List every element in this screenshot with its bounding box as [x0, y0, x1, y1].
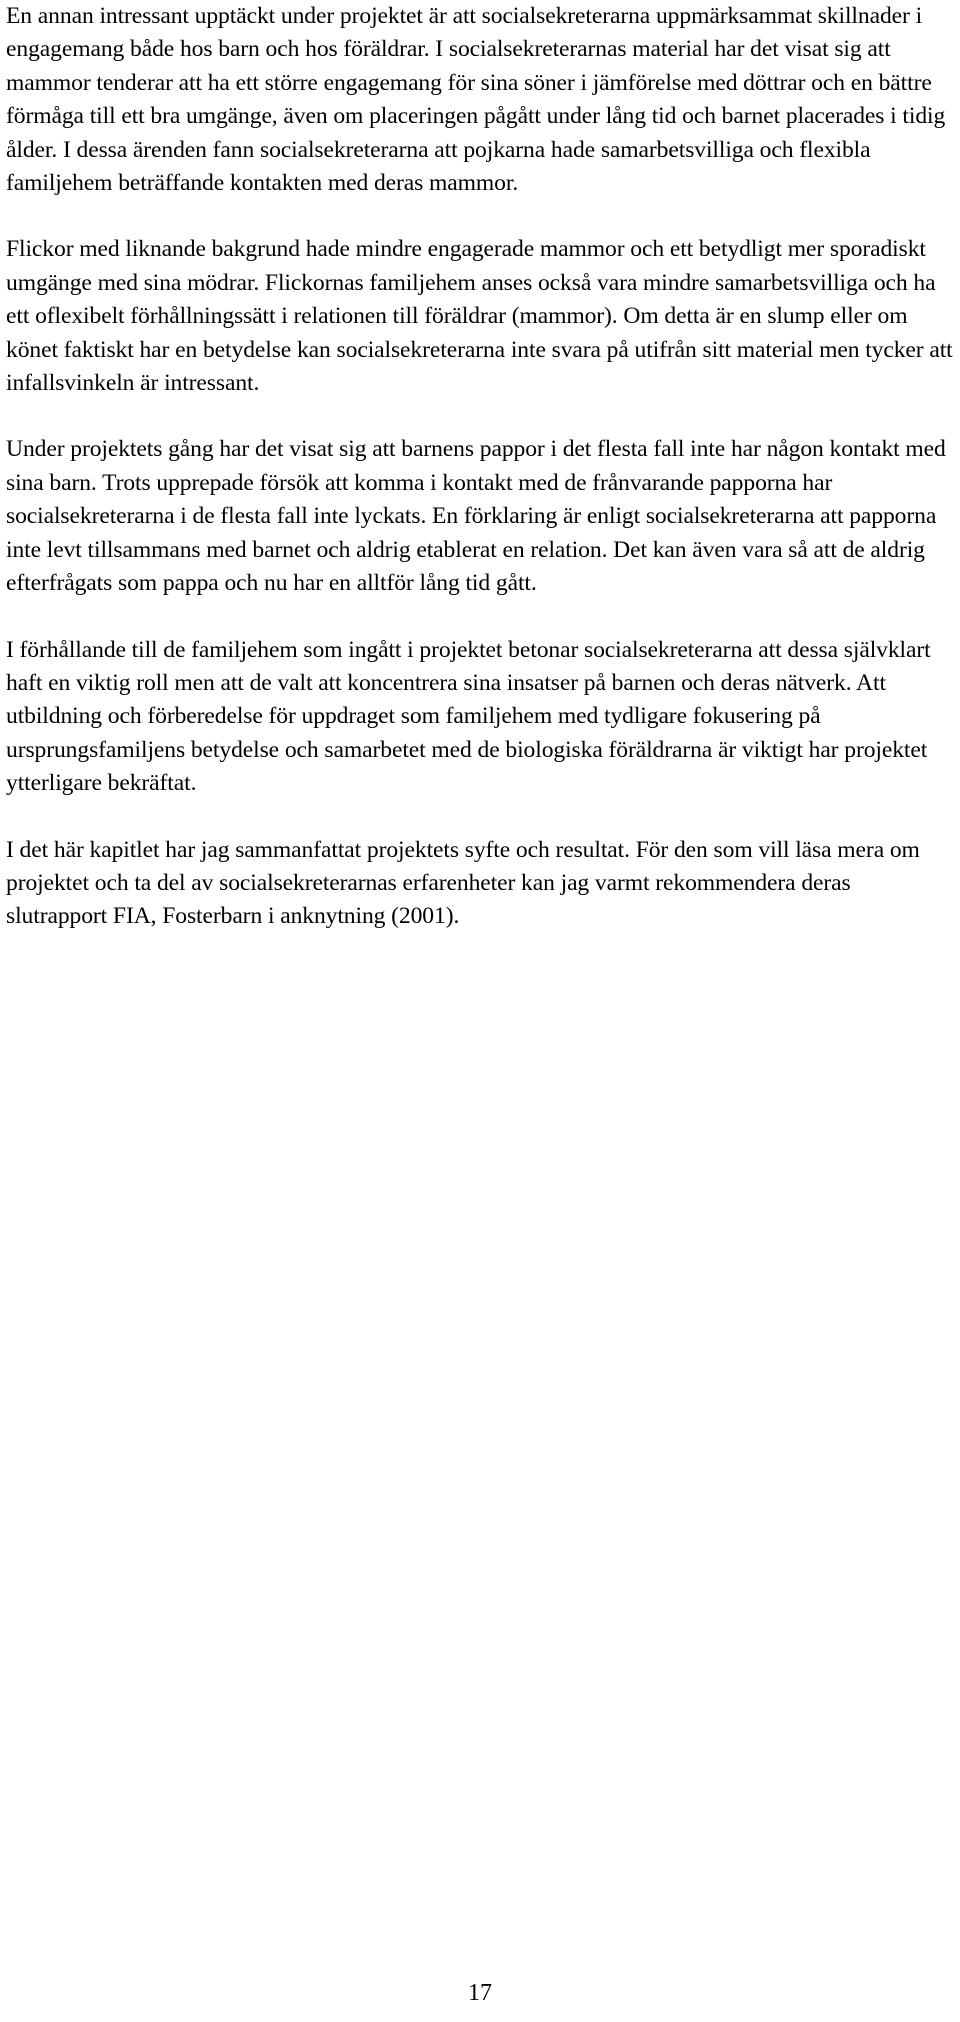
paragraph-2: Flickor med liknande bakgrund hade mindre engagerade mammor och ett betydligt mer sporadiskt umgänge med sina mödrar. Flickornas familjehem anses också vara mindre samarbetsvilliga och ha ett oflexibelt förhållningssätt i relationen till föräldrar (mammor). Om detta är en slump eller om könet faktiskt har en betydelse kan socialsekreterarna inte svara på utifrån sitt material men tycker att infallsvinkeln är intressant. — [6, 236, 953, 397]
paragraph-5: I det här kapitlet har jag sammanfattat projektets syfte och resultat. För den som vill läsa mera om projektet och ta del av socialsekreterarnas erfarenheter kan jag varmt rekommendera deras slutrapport FIA, Fosterbarn i anknytning (2001). — [6, 836, 920, 930]
paragraph-1: En annan intressant upptäckt under projektet är att socialsekreterarna uppmärksammat skillnader i engagemang både hos barn och hos föräldrar. I socialsekreterarnas material har det visat sig att mammor tenderar att ha ett större engagemang för sina söner i jämförelse med döttrar och en bättre förmåga till ett bra umgänge, även om placeringen pågått under lång tid och barnet placerades i tidig ålder. I dessa ärenden fann socialsekreterarna att pojkarna hade samarbetsvilliga och flexibla familjehem beträffande kontakten med deras mammor. — [6, 3, 946, 197]
page-number: 17 — [468, 1980, 492, 2006]
paragraph-4: I förhållande till de familjehem som ingått i projektet betonar socialsekreterarna att dessa självklart haft en viktig roll men att de valt att koncentrera sina insatser på barnen och deras nätverk. Att utbildning och förberedelse för uppdraget som familjehem med tydligare fokusering på ursprungsfamiljens betydelse och samarbetet med de biologiska föräldrarna är viktigt har projektet ytterligare bekräftat. — [6, 636, 931, 797]
body-text — [6, 0, 956, 967]
paragraph-3: Under projektets gång har det visat sig att barnens pappor i det flesta fall inte har någon kontakt med sina barn. Trots upprepade försök att komma i kontakt med de frånvarande papporna har socialsekreterarna i de flesta fall inte lyckats. En förklaring är enligt socialsekreterarna att papporna inte levt tillsammans med barnet och aldrig etablerat en relation. Det kan även vara så att de aldrig efterfrågats som pappa och nu har en alltför lång tid gått. — [6, 436, 946, 597]
